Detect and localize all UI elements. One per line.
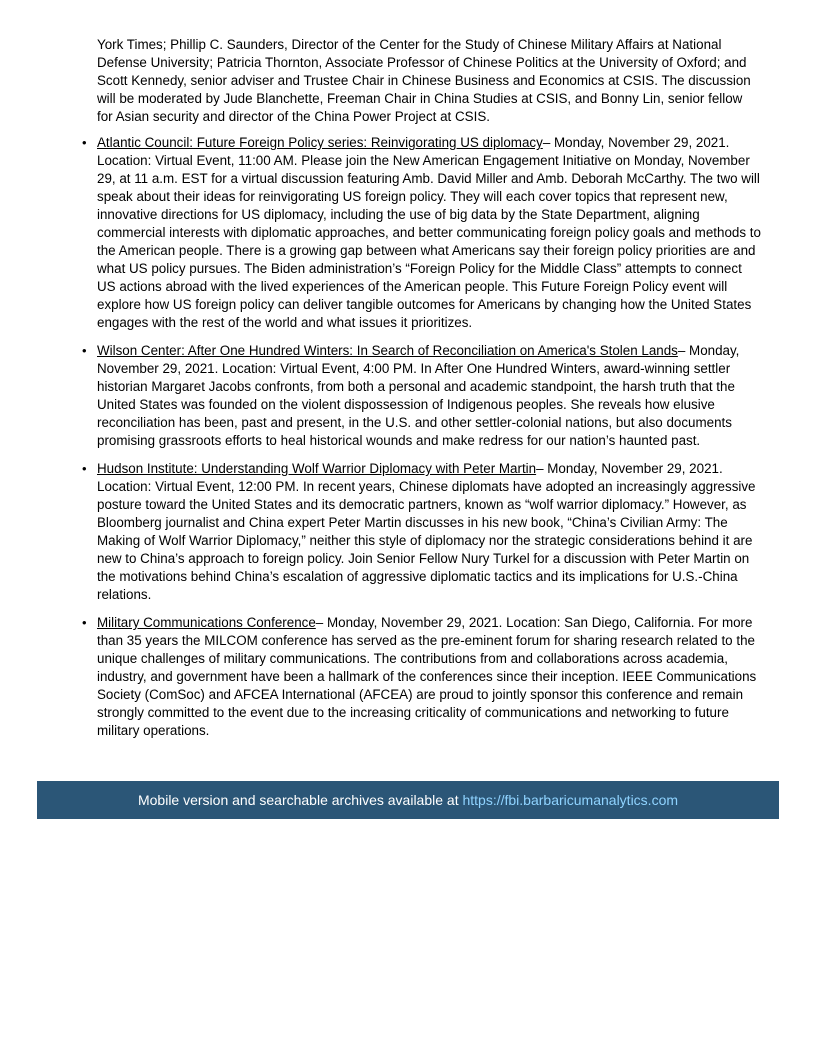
bullet-icon: • <box>82 615 87 630</box>
intro-paragraph: York Times; Phillip C. Saunders, Director of the Center for the Study of Chinese Military Affairs at National Defense University; Patricia Thornton, Associate Professor of Chinese Politics at the University of Oxford; and Scott Kennedy, senior adviser and Trustee Chair in Chinese Business and Economics at CSIS. The discussion will be moderated by Jude Blanchette, Freeman Chair in China Studies at CSIS, and Bonny Lin, senior fellow for Asian security and director of the China Power Project at CSIS. <box>97 37 751 124</box>
event-description: – Monday, November 29, 2021. Location: Virtual Event, 11:00 AM. Please join the New American Engagement Initiative on Monday, November 29, at 11 a.m. EST for a virtual discussion featuring Amb. David Miller and Amb. Deborah McCarthy. The two will speak about their ideas for reinvigorating US foreign policy. They will each cover topics that represent new, innovative directions for US diplomacy, including the use of big data by the State Department, aligning commercial interests with diplomatic approaches, and better communicating foreign policy goals and methods to the American people. There is a growing gap between what Americans say their foreign policy priorities are and what US policy pursues. The Biden administration’s “Foreign Policy for the Middle Class” attempts to connect US actions abroad with the lived experiences of the American people. This Future Foreign Policy event will explore how US foreign policy can deliver tangible outcomes for Americans by changing how the United States engages with the rest of the world and what issues it prioritizes. <box>97 135 761 330</box>
footer-text: Mobile version and searchable archives available at <box>137 792 463 808</box>
bullet-icon: • <box>82 461 87 476</box>
document-body <box>82 36 761 750</box>
list-item <box>82 134 761 332</box>
list-item <box>82 460 761 604</box>
list-item <box>82 342 761 450</box>
event-description: – Monday, November 29, 2021. Location: San Diego, California. For more than 35 years the MILCOM conference has served as the pre-eminent forum for sharing research related to the unique challenges of military communications. The contributions from and collaborations across academia, industry, and government have been a hallmark of the conferences since their inception. IEEE Communications Society (ComSoc) and AFCEA International (AFCEA) are proud to jointly sponsor this conference and remain strongly committed to the event due to the increasing criticality of communications and networking to future military operations. <box>97 615 757 738</box>
event-link-atlantic-council[interactable]: Atlantic Council: Future Foreign Policy series: Reinvigorating US diplomacy <box>97 135 543 150</box>
archive-link[interactable]: https://fbi.barbaricumanalytics.com <box>462 792 679 808</box>
list-item <box>82 614 761 740</box>
event-link-milcom[interactable]: Military Communications Conference <box>97 615 316 630</box>
bullet-icon: • <box>82 135 87 150</box>
event-description: – Monday, November 29, 2021. Location: Virtual Event, 4:00 PM. In After One Hundred Winters, award-winning settler historian Margaret Jacobs confronts, from both a personal and academic standpoint, the harsh truth that the United States was founded on the violent dispossession of Indigenous peoples. She reveals how elusive reconciliation has been, past and present, in the U.S. and other settler-colonial nations, but also documents promising grassroots efforts to heal historical wounds and make redress for our nation’s haunted past. <box>97 343 740 448</box>
event-link-hudson-institute[interactable]: Hudson Institute: Understanding Wolf Warrior Diplomacy with Peter Martin <box>97 461 537 476</box>
event-link-wilson-center[interactable]: Wilson Center: After One Hundred Winters: In Search of Reconciliation on America's Stolen Lands <box>97 343 678 358</box>
event-list <box>82 134 761 740</box>
event-description: – Monday, November 29, 2021. Location: Virtual Event, 12:00 PM. In recent years, Chinese diplomats have adopted an increasingly aggressive posture toward the United States and its democratic partners, known as “wolf warrior diplomacy.” However, as Bloomberg journalist and China expert Peter Martin discusses in his new book, “China’s Civilian Army: The Making of Wolf Warrior Diplomacy,” neither this style of diplomacy nor the strategic considerations behind it are new to China’s approach to foreign policy. Join Senior Fellow Nury Turkel for a discussion with Peter Martin on the motivations behind China’s escalation of aggressive diplomatic tactics and its implications for U.S.-China relations. <box>97 461 756 602</box>
bullet-icon: • <box>82 343 87 358</box>
footer-banner <box>37 781 779 819</box>
